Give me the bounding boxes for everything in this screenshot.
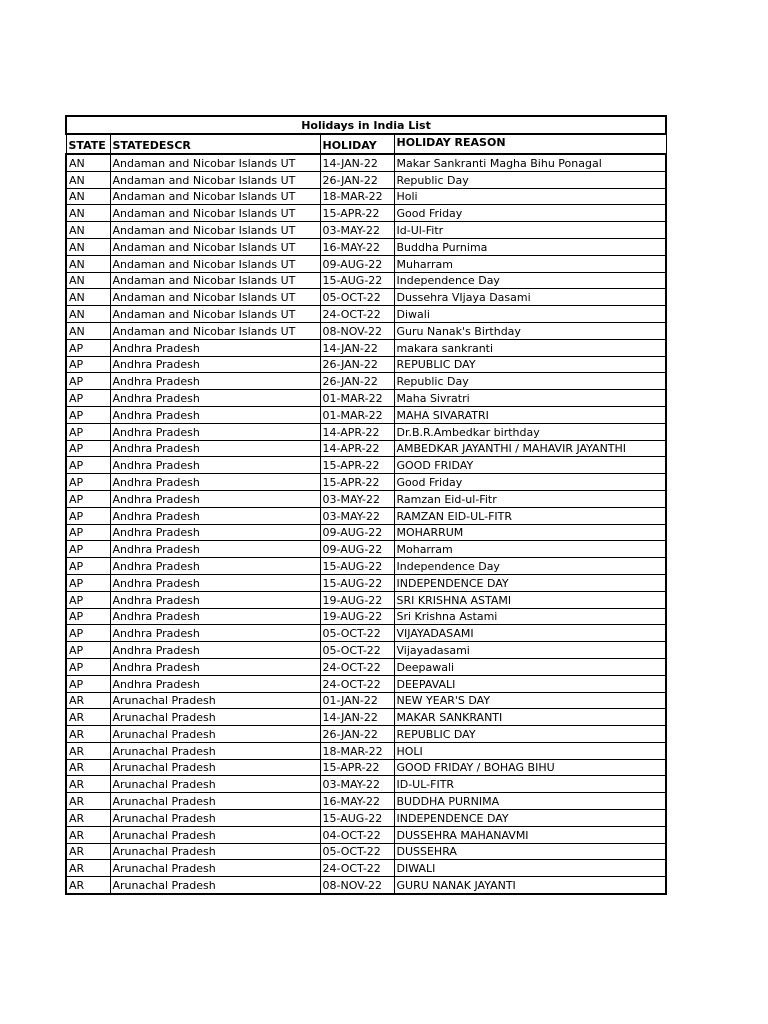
holiday-date-cell: 24-OCT-22 xyxy=(320,658,394,675)
state-name-cell: Andhra Pradesh xyxy=(110,457,320,474)
table-row xyxy=(66,843,666,860)
holiday-date-cell: 05-OCT-22 xyxy=(320,289,394,306)
state-name-cell: Andhra Pradesh xyxy=(110,675,320,692)
holiday-date-cell: 05-OCT-22 xyxy=(320,642,394,659)
holiday-reason-cell: RAMZAN EID-UL-FITR xyxy=(394,507,666,524)
state-name-cell: Andhra Pradesh xyxy=(110,625,320,642)
state-name-cell: Andhra Pradesh xyxy=(110,390,320,407)
state-name-cell: Arunachal Pradesh xyxy=(110,742,320,759)
state-code-cell: AN xyxy=(66,272,110,289)
state-name-cell: Arunachal Pradesh xyxy=(110,843,320,860)
table-row xyxy=(66,272,666,289)
table-row xyxy=(66,591,666,608)
holiday-date-cell: 15-AUG-22 xyxy=(320,810,394,827)
table-row xyxy=(66,776,666,793)
state-name-cell: Andhra Pradesh xyxy=(110,440,320,457)
holiday-reason-cell: Id-Ul-Fitr xyxy=(394,222,666,239)
state-code-cell: AP xyxy=(66,591,110,608)
state-code-cell: AP xyxy=(66,373,110,390)
table-row xyxy=(66,826,666,843)
state-name-cell: Arunachal Pradesh xyxy=(110,709,320,726)
holiday-reason-cell: Independence Day xyxy=(394,558,666,575)
holiday-date-cell: 05-OCT-22 xyxy=(320,843,394,860)
table-row xyxy=(66,205,666,222)
state-name-cell: Andhra Pradesh xyxy=(110,339,320,356)
state-name-cell: Arunachal Pradesh xyxy=(110,860,320,877)
state-code-cell: AP xyxy=(66,675,110,692)
holiday-date-cell: 15-AUG-22 xyxy=(320,574,394,591)
holiday-reason-cell: GOOD FRIDAY xyxy=(394,457,666,474)
table-row xyxy=(66,238,666,255)
state-name-cell: Andaman and Nicobar Islands UT xyxy=(110,222,320,239)
holiday-date-cell: 08-NOV-22 xyxy=(320,322,394,339)
holiday-reason-cell: Diwali xyxy=(394,306,666,323)
holiday-table xyxy=(65,115,667,895)
holiday-date-cell: 04-OCT-22 xyxy=(320,826,394,843)
state-code-cell: AP xyxy=(66,339,110,356)
table-row xyxy=(66,625,666,642)
state-code-cell: AP xyxy=(66,658,110,675)
table-row xyxy=(66,339,666,356)
state-code-cell: AR xyxy=(66,793,110,810)
holiday-reason-cell: INDEPENDENCE DAY xyxy=(394,810,666,827)
holiday-reason-cell: Sri Krishna Astami xyxy=(394,608,666,625)
state-code-cell: AP xyxy=(66,574,110,591)
holiday-reason-cell: Guru Nanak's Birthday xyxy=(394,322,666,339)
state-code-cell: AP xyxy=(66,625,110,642)
state-code-cell: AN xyxy=(66,222,110,239)
holiday-date-cell: 03-MAY-22 xyxy=(320,776,394,793)
holiday-reason-cell: REPUBLIC DAY xyxy=(394,726,666,743)
state-code-cell: AP xyxy=(66,507,110,524)
state-name-cell: Arunachal Pradesh xyxy=(110,726,320,743)
holiday-reason-cell: Republic Day xyxy=(394,171,666,188)
state-code-cell: AN xyxy=(66,322,110,339)
holiday-reason-cell: MOHARRUM xyxy=(394,524,666,541)
table-row xyxy=(66,793,666,810)
state-code-cell: AR xyxy=(66,826,110,843)
table-row xyxy=(66,709,666,726)
holiday-reason-cell: Buddha Purnima xyxy=(394,238,666,255)
holiday-reason-cell: Good Friday xyxy=(394,205,666,222)
holiday-reason-cell: HOLI xyxy=(394,742,666,759)
table-row xyxy=(66,558,666,575)
table-row xyxy=(66,306,666,323)
state-name-cell: Andhra Pradesh xyxy=(110,356,320,373)
holiday-date-cell: 15-APR-22 xyxy=(320,474,394,491)
state-name-cell: Arunachal Pradesh xyxy=(110,826,320,843)
table-row xyxy=(66,860,666,877)
header-statedescr: STATEDESCR xyxy=(110,134,320,154)
holiday-reason-cell: Vijayadasami xyxy=(394,642,666,659)
table-row xyxy=(66,356,666,373)
table-row xyxy=(66,423,666,440)
holiday-reason-cell: makara sankranti xyxy=(394,339,666,356)
holiday-date-cell: 15-APR-22 xyxy=(320,205,394,222)
holiday-date-cell: 08-NOV-22 xyxy=(320,877,394,894)
state-name-cell: Andaman and Nicobar Islands UT xyxy=(110,255,320,272)
holiday-reason-cell: GURU NANAK JAYANTI xyxy=(394,877,666,894)
state-code-cell: AP xyxy=(66,440,110,457)
state-name-cell: Andaman and Nicobar Islands UT xyxy=(110,238,320,255)
title-row xyxy=(66,116,666,134)
state-code-cell: AN xyxy=(66,154,110,171)
table-row xyxy=(66,457,666,474)
header-holiday: HOLIDAY xyxy=(320,134,394,154)
state-code-cell: AP xyxy=(66,390,110,407)
header-state: STATE xyxy=(66,134,110,154)
state-name-cell: Andhra Pradesh xyxy=(110,474,320,491)
holiday-date-cell: 09-AUG-22 xyxy=(320,541,394,558)
holiday-date-cell: 16-MAY-22 xyxy=(320,238,394,255)
holiday-reason-cell: Moharram xyxy=(394,541,666,558)
table-row xyxy=(66,440,666,457)
state-code-cell: AN xyxy=(66,171,110,188)
table-row xyxy=(66,675,666,692)
holiday-reason-cell: Deepawali xyxy=(394,658,666,675)
holiday-date-cell: 26-JAN-22 xyxy=(320,726,394,743)
holiday-date-cell: 01-JAN-22 xyxy=(320,692,394,709)
state-name-cell: Andaman and Nicobar Islands UT xyxy=(110,188,320,205)
state-code-cell: AR xyxy=(66,742,110,759)
holiday-reason-cell: DIWALI xyxy=(394,860,666,877)
state-code-cell: AN xyxy=(66,205,110,222)
holiday-date-cell: 15-APR-22 xyxy=(320,759,394,776)
holiday-date-cell: 14-JAN-22 xyxy=(320,339,394,356)
holiday-date-cell: 09-AUG-22 xyxy=(320,255,394,272)
state-name-cell: Arunachal Pradesh xyxy=(110,759,320,776)
table-row xyxy=(66,524,666,541)
table-row xyxy=(66,608,666,625)
state-name-cell: Andaman and Nicobar Islands UT xyxy=(110,322,320,339)
header-holiday-reason: HOLIDAY REASON xyxy=(394,134,666,154)
state-name-cell: Andaman and Nicobar Islands UT xyxy=(110,171,320,188)
state-name-cell: Andhra Pradesh xyxy=(110,591,320,608)
state-code-cell: AN xyxy=(66,306,110,323)
state-name-cell: Andhra Pradesh xyxy=(110,658,320,675)
state-code-cell: AR xyxy=(66,709,110,726)
holiday-reason-cell: AMBEDKAR JAYANTHI / MAHAVIR JAYANTHI xyxy=(394,440,666,457)
holiday-date-cell: 18-MAR-22 xyxy=(320,188,394,205)
state-code-cell: AR xyxy=(66,810,110,827)
state-code-cell: AR xyxy=(66,692,110,709)
state-code-cell: AR xyxy=(66,776,110,793)
holiday-date-cell: 16-MAY-22 xyxy=(320,793,394,810)
header-row xyxy=(66,134,666,154)
state-code-cell: AN xyxy=(66,255,110,272)
holiday-date-cell: 24-OCT-22 xyxy=(320,675,394,692)
table-row xyxy=(66,188,666,205)
holiday-reason-cell: MAKAR SANKRANTI xyxy=(394,709,666,726)
state-code-cell: AP xyxy=(66,608,110,625)
table-row xyxy=(66,810,666,827)
table-row xyxy=(66,642,666,659)
holiday-reason-cell: Muharram xyxy=(394,255,666,272)
state-code-cell: AP xyxy=(66,642,110,659)
holiday-reason-cell: Independence Day xyxy=(394,272,666,289)
state-code-cell: AP xyxy=(66,474,110,491)
state-name-cell: Arunachal Pradesh xyxy=(110,810,320,827)
holiday-reason-cell: Republic Day xyxy=(394,373,666,390)
table-row xyxy=(66,692,666,709)
state-name-cell: Arunachal Pradesh xyxy=(110,877,320,894)
state-code-cell: AR xyxy=(66,860,110,877)
state-code-cell: AP xyxy=(66,524,110,541)
state-name-cell: Andhra Pradesh xyxy=(110,373,320,390)
holiday-reason-cell: Maha Sivratri xyxy=(394,390,666,407)
state-name-cell: Andhra Pradesh xyxy=(110,608,320,625)
table-row xyxy=(66,373,666,390)
holiday-date-cell: 03-MAY-22 xyxy=(320,507,394,524)
holiday-reason-cell: Dussehra VIjaya Dasami xyxy=(394,289,666,306)
state-code-cell: AR xyxy=(66,843,110,860)
holiday-reason-cell: NEW YEAR'S DAY xyxy=(394,692,666,709)
state-code-cell: AP xyxy=(66,406,110,423)
state-code-cell: AR xyxy=(66,726,110,743)
state-name-cell: Andhra Pradesh xyxy=(110,558,320,575)
state-code-cell: AP xyxy=(66,541,110,558)
holiday-reason-cell: BUDDHA PURNIMA xyxy=(394,793,666,810)
holiday-date-cell: 03-MAY-22 xyxy=(320,490,394,507)
holiday-date-cell: 15-APR-22 xyxy=(320,457,394,474)
state-name-cell: Arunachal Pradesh xyxy=(110,692,320,709)
holiday-date-cell: 14-APR-22 xyxy=(320,440,394,457)
state-code-cell: AP xyxy=(66,423,110,440)
holiday-date-cell: 05-OCT-22 xyxy=(320,625,394,642)
holiday-reason-cell: Holi xyxy=(394,188,666,205)
table-body xyxy=(66,154,666,894)
holiday-reason-cell: Makar Sankranti Magha Bihu Ponagal xyxy=(394,154,666,171)
holiday-date-cell: 14-JAN-22 xyxy=(320,154,394,171)
holiday-date-cell: 01-MAR-22 xyxy=(320,390,394,407)
holiday-reason-cell: MAHA SIVARATRI xyxy=(394,406,666,423)
holiday-date-cell: 15-AUG-22 xyxy=(320,272,394,289)
table-title: Holidays in India List xyxy=(66,116,666,134)
table-row xyxy=(66,406,666,423)
holiday-reason-cell: SRI KRISHNA ASTAMI xyxy=(394,591,666,608)
holiday-reason-cell: DUSSEHRA xyxy=(394,843,666,860)
holiday-date-cell: 18-MAR-22 xyxy=(320,742,394,759)
holiday-date-cell: 24-OCT-22 xyxy=(320,860,394,877)
state-code-cell: AN xyxy=(66,188,110,205)
table-row xyxy=(66,726,666,743)
holiday-reason-cell: ID-UL-FITR xyxy=(394,776,666,793)
state-name-cell: Andhra Pradesh xyxy=(110,507,320,524)
state-name-cell: Andaman and Nicobar Islands UT xyxy=(110,289,320,306)
holiday-reason-cell: GOOD FRIDAY / BOHAG BIHU xyxy=(394,759,666,776)
table-row xyxy=(66,574,666,591)
table-row xyxy=(66,742,666,759)
state-name-cell: Andhra Pradesh xyxy=(110,490,320,507)
holiday-date-cell: 03-MAY-22 xyxy=(320,222,394,239)
holiday-reason-cell: Ramzan Eid-ul-Fitr xyxy=(394,490,666,507)
state-name-cell: Andhra Pradesh xyxy=(110,541,320,558)
table-row xyxy=(66,255,666,272)
state-name-cell: Andaman and Nicobar Islands UT xyxy=(110,154,320,171)
holiday-date-cell: 26-JAN-22 xyxy=(320,356,394,373)
holiday-reason-cell: Good Friday xyxy=(394,474,666,491)
state-name-cell: Andhra Pradesh xyxy=(110,524,320,541)
holiday-reason-cell: VIJAYADASAMI xyxy=(394,625,666,642)
state-code-cell: AN xyxy=(66,238,110,255)
state-code-cell: AP xyxy=(66,356,110,373)
state-name-cell: Andaman and Nicobar Islands UT xyxy=(110,306,320,323)
state-code-cell: AR xyxy=(66,877,110,894)
table-row xyxy=(66,289,666,306)
state-code-cell: AP xyxy=(66,558,110,575)
holiday-date-cell: 19-AUG-22 xyxy=(320,608,394,625)
state-name-cell: Andhra Pradesh xyxy=(110,574,320,591)
holiday-reason-cell: DUSSEHRA MAHANAVMI xyxy=(394,826,666,843)
holiday-reason-cell: DEEPAVALI xyxy=(394,675,666,692)
table-row xyxy=(66,541,666,558)
table-row xyxy=(66,322,666,339)
table-row xyxy=(66,490,666,507)
state-name-cell: Andaman and Nicobar Islands UT xyxy=(110,272,320,289)
table-row xyxy=(66,474,666,491)
holiday-date-cell: 01-MAR-22 xyxy=(320,406,394,423)
holiday-date-cell: 24-OCT-22 xyxy=(320,306,394,323)
table-row xyxy=(66,154,666,171)
state-name-cell: Andhra Pradesh xyxy=(110,642,320,659)
state-name-cell: Andhra Pradesh xyxy=(110,423,320,440)
holiday-date-cell: 14-JAN-22 xyxy=(320,709,394,726)
table-row xyxy=(66,390,666,407)
holiday-reason-cell: Dr.B.R.Ambedkar birthday xyxy=(394,423,666,440)
table-row xyxy=(66,877,666,894)
state-code-cell: AP xyxy=(66,457,110,474)
state-code-cell: AR xyxy=(66,759,110,776)
state-name-cell: Arunachal Pradesh xyxy=(110,793,320,810)
holiday-date-cell: 19-AUG-22 xyxy=(320,591,394,608)
state-name-cell: Arunachal Pradesh xyxy=(110,776,320,793)
holiday-date-cell: 15-AUG-22 xyxy=(320,558,394,575)
state-name-cell: Andaman and Nicobar Islands UT xyxy=(110,205,320,222)
state-code-cell: AN xyxy=(66,289,110,306)
table-row xyxy=(66,222,666,239)
state-name-cell: Andhra Pradesh xyxy=(110,406,320,423)
table-row xyxy=(66,759,666,776)
table-row xyxy=(66,658,666,675)
table-row xyxy=(66,171,666,188)
state-code-cell: AP xyxy=(66,490,110,507)
holiday-reason-cell: REPUBLIC DAY xyxy=(394,356,666,373)
holiday-date-cell: 26-JAN-22 xyxy=(320,373,394,390)
holiday-reason-cell: INDEPENDENCE DAY xyxy=(394,574,666,591)
holiday-date-cell: 09-AUG-22 xyxy=(320,524,394,541)
table-row xyxy=(66,507,666,524)
holiday-date-cell: 26-JAN-22 xyxy=(320,171,394,188)
holiday-date-cell: 14-APR-22 xyxy=(320,423,394,440)
